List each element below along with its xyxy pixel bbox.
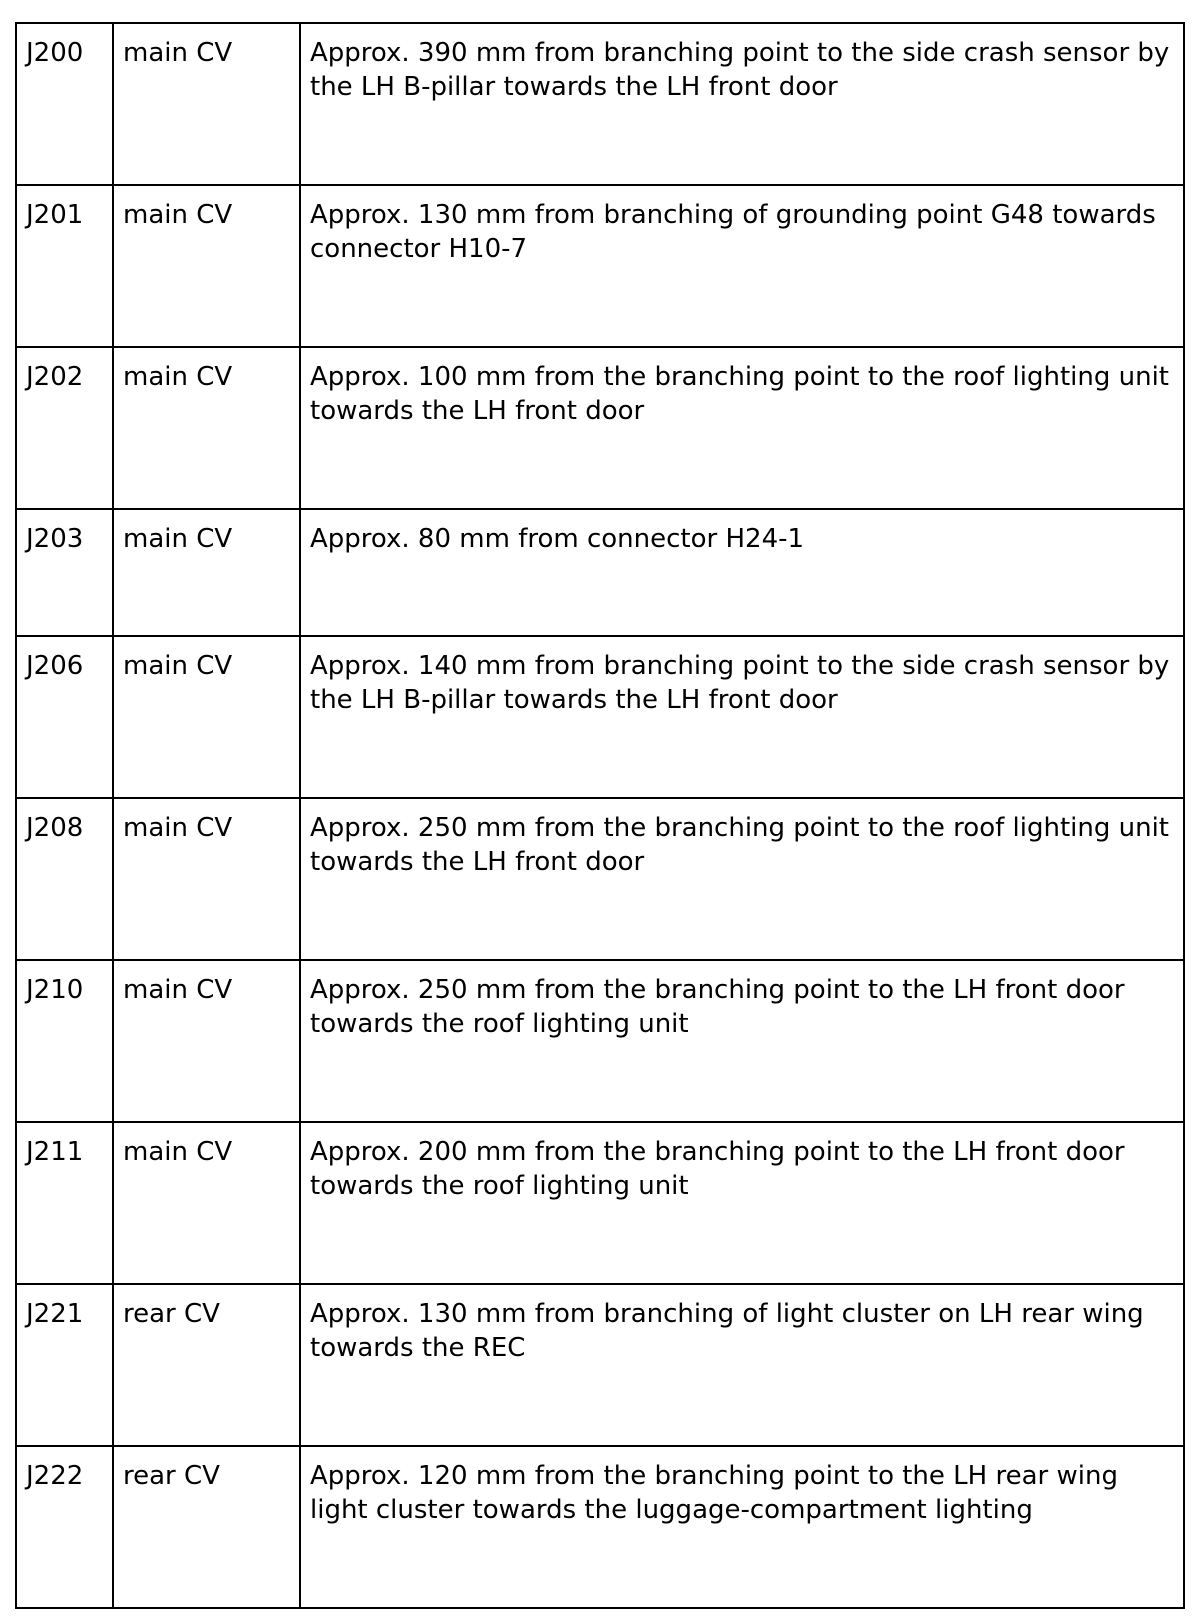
harness-name: rear CV bbox=[113, 1446, 300, 1608]
harness-name: main CV bbox=[113, 347, 300, 509]
location-description: Approx. 250 mm from the branching point to the roof lighting unit towards the LH front door bbox=[300, 798, 1184, 960]
table-row bbox=[16, 23, 1184, 185]
location-description: Approx. 200 mm from the branching point to the LH front door towards the roof lighting unit bbox=[300, 1122, 1184, 1284]
table-row bbox=[16, 798, 1184, 960]
harness-name: main CV bbox=[113, 960, 300, 1122]
junction-table bbox=[15, 22, 1185, 1609]
junction-id: J201 bbox=[16, 185, 113, 347]
harness-name: main CV bbox=[113, 636, 300, 798]
harness-name: rear CV bbox=[113, 1284, 300, 1446]
junction-id: J202 bbox=[16, 347, 113, 509]
harness-name: main CV bbox=[113, 23, 300, 185]
location-description: Approx. 140 mm from branching point to the side crash sensor by the LH B-pillar towards the LH front door bbox=[300, 636, 1184, 798]
harness-name: main CV bbox=[113, 509, 300, 636]
location-description: Approx. 130 mm from branching of grounding point G48 towards connector H10-7 bbox=[300, 185, 1184, 347]
location-description: Approx. 80 mm from connector H24-1 bbox=[300, 509, 1184, 636]
junction-id: J206 bbox=[16, 636, 113, 798]
junction-id: J200 bbox=[16, 23, 113, 185]
junction-id: J210 bbox=[16, 960, 113, 1122]
table-row bbox=[16, 1284, 1184, 1446]
location-description: Approx. 130 mm from branching of light cluster on LH rear wing towards the REC bbox=[300, 1284, 1184, 1446]
junction-id: J221 bbox=[16, 1284, 113, 1446]
table-row bbox=[16, 1446, 1184, 1608]
location-description: Approx. 100 mm from the branching point to the roof lighting unit towards the LH front door bbox=[300, 347, 1184, 509]
location-description: Approx. 390 mm from branching point to the side crash sensor by the LH B-pillar towards the LH front door bbox=[300, 23, 1184, 185]
table-row bbox=[16, 636, 1184, 798]
table-row bbox=[16, 1122, 1184, 1284]
junction-id: J203 bbox=[16, 509, 113, 636]
table-row bbox=[16, 347, 1184, 509]
junction-id: J208 bbox=[16, 798, 113, 960]
table-row bbox=[16, 960, 1184, 1122]
table-row bbox=[16, 509, 1184, 636]
harness-name: main CV bbox=[113, 798, 300, 960]
junction-id: J222 bbox=[16, 1446, 113, 1608]
location-description: Approx. 120 mm from the branching point to the LH rear wing light cluster towards the luggage-compartment lighting bbox=[300, 1446, 1184, 1608]
table-row bbox=[16, 185, 1184, 347]
harness-name: main CV bbox=[113, 185, 300, 347]
harness-name: main CV bbox=[113, 1122, 300, 1284]
location-description: Approx. 250 mm from the branching point to the LH front door towards the roof lighting unit bbox=[300, 960, 1184, 1122]
junction-id: J211 bbox=[16, 1122, 113, 1284]
